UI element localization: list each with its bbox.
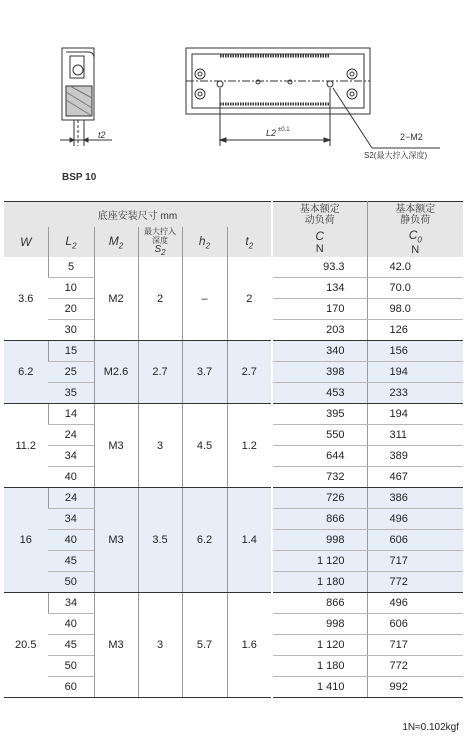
cell-dynamic-load: 1 120 xyxy=(272,551,367,572)
table-row xyxy=(4,488,463,509)
table-row xyxy=(4,257,463,278)
cell-s2: 3.5 xyxy=(138,488,182,593)
cell-dynamic-load: 732 xyxy=(272,467,367,488)
cell-l2: 40 xyxy=(48,467,94,488)
cell-dynamic-load: 134 xyxy=(272,278,367,299)
cell-dynamic-load: 170 xyxy=(272,299,367,320)
cell-l2: 34 xyxy=(48,446,94,467)
cell-l2: 34 xyxy=(48,593,94,614)
cell-w: 16 xyxy=(4,488,48,593)
cell-l2: 20 xyxy=(48,299,94,320)
col-c0: $C_0$ N xyxy=(367,227,463,257)
cell-l2: 45 xyxy=(48,635,94,656)
cell-l2: 60 xyxy=(48,677,94,698)
s2-callout: S2(最大拧入深度) xyxy=(364,151,428,160)
cell-dynamic-load: 93.3 xyxy=(272,257,367,278)
col-s2: 最大拧入 深度 $S_2$ xyxy=(138,227,182,257)
technical-drawing xyxy=(0,0,467,200)
cell-dynamic-load: 340 xyxy=(272,341,367,362)
cell-dynamic-load: 550 xyxy=(272,425,367,446)
unit-footnote: 1N≈0.102kgf xyxy=(402,722,459,733)
cell-h2: 3.7 xyxy=(182,341,227,404)
cell-static-load: 992 xyxy=(367,677,463,698)
cell-dynamic-load: 644 xyxy=(272,446,367,467)
cell-s2: 3 xyxy=(138,404,182,488)
cell-t2: 1.6 xyxy=(227,593,272,698)
dynamic-load-header: 基本额定 动负荷 xyxy=(272,202,367,228)
l2-dim-label: L2 xyxy=(266,128,277,138)
cell-l2: 5 xyxy=(48,257,94,278)
m2-callout: 2−M2 xyxy=(400,132,423,142)
cell-dynamic-load: 1 410 xyxy=(272,677,367,698)
col-l2: $L_2$ xyxy=(48,227,94,257)
cell-l2: 40 xyxy=(48,614,94,635)
cell-l2: 34 xyxy=(48,509,94,530)
cell-s2: 2 xyxy=(138,257,182,341)
cell-static-load: 606 xyxy=(367,614,463,635)
cell-static-load: 467 xyxy=(367,467,463,488)
cell-static-load: 98.0 xyxy=(367,299,463,320)
cell-static-load: 389 xyxy=(367,446,463,467)
spec-table-body xyxy=(4,257,463,698)
cell-static-load: 194 xyxy=(367,404,463,425)
cell-dynamic-load: 395 xyxy=(272,404,367,425)
cell-static-load: 233 xyxy=(367,383,463,404)
cell-l2: 50 xyxy=(48,572,94,593)
mounting-dims-header: 底座安装尺寸 mm xyxy=(4,202,272,228)
cell-t2: 2.7 xyxy=(227,341,272,404)
model-label: BSP 10 xyxy=(62,172,97,183)
cell-static-load: 496 xyxy=(367,509,463,530)
cell-static-load: 311 xyxy=(367,425,463,446)
cell-w: 3.6 xyxy=(4,257,48,341)
cell-l2: 45 xyxy=(48,551,94,572)
cell-dynamic-load: 453 xyxy=(272,383,367,404)
cell-m2: M3 xyxy=(94,404,138,488)
cell-h2: 6.2 xyxy=(182,488,227,593)
cell-static-load: 42.0 xyxy=(367,257,463,278)
cell-t2: 1.2 xyxy=(227,404,272,488)
cell-l2: 25 xyxy=(48,362,94,383)
spec-table xyxy=(4,201,463,698)
cell-l2: 14 xyxy=(48,404,94,425)
cell-static-load: 772 xyxy=(367,572,463,593)
cell-t2: 2 xyxy=(227,257,272,341)
cell-dynamic-load: 1 180 xyxy=(272,572,367,593)
static-load-header: 基本额定 静负荷 xyxy=(367,202,463,228)
cell-l2: 40 xyxy=(48,530,94,551)
cell-static-load: 194 xyxy=(367,362,463,383)
cell-l2: 35 xyxy=(48,383,94,404)
cell-w: 20.5 xyxy=(4,593,48,698)
cell-dynamic-load: 398 xyxy=(272,362,367,383)
cell-static-load: 70.0 xyxy=(367,278,463,299)
cell-dynamic-load: 866 xyxy=(272,593,367,614)
cell-l2: 10 xyxy=(48,278,94,299)
col-m2: $M_2$ xyxy=(94,227,138,257)
cell-static-load: 717 xyxy=(367,635,463,656)
cell-l2: 24 xyxy=(48,425,94,446)
cell-m2: M2 xyxy=(94,257,138,341)
cell-static-load: 156 xyxy=(367,341,463,362)
table-row xyxy=(4,593,463,614)
cell-h2: – xyxy=(182,257,227,341)
cell-m2: M3 xyxy=(94,593,138,698)
cell-t2: 1.4 xyxy=(227,488,272,593)
cell-l2: 15 xyxy=(48,341,94,362)
cell-static-load: 717 xyxy=(367,551,463,572)
col-h2: $h_2$ xyxy=(182,227,227,257)
cell-dynamic-load: 1 180 xyxy=(272,656,367,677)
cell-static-load: 606 xyxy=(367,530,463,551)
cell-dynamic-load: 998 xyxy=(272,530,367,551)
t2-dim-label: t2 xyxy=(98,130,106,140)
table-row xyxy=(4,404,463,425)
cell-static-load: 126 xyxy=(367,320,463,341)
cell-m2: M3 xyxy=(94,488,138,593)
cell-static-load: 496 xyxy=(367,593,463,614)
spec-table-wrap xyxy=(4,201,463,698)
cell-w: 6.2 xyxy=(4,341,48,404)
cell-s2: 3 xyxy=(138,593,182,698)
cell-h2: 4.5 xyxy=(182,404,227,488)
cell-static-load: 386 xyxy=(367,488,463,509)
table-row xyxy=(4,341,463,362)
cell-static-load: 772 xyxy=(367,656,463,677)
col-w: W xyxy=(4,227,48,257)
col-t2: $t_2$ xyxy=(227,227,272,257)
cell-h2: 5.7 xyxy=(182,593,227,698)
l2-tolerance: ±0.1 xyxy=(278,127,290,133)
cell-s2: 2.7 xyxy=(138,341,182,404)
cell-dynamic-load: 726 xyxy=(272,488,367,509)
cell-l2: 24 xyxy=(48,488,94,509)
cell-dynamic-load: 203 xyxy=(272,320,367,341)
cell-l2: 50 xyxy=(48,656,94,677)
cell-l2: 30 xyxy=(48,320,94,341)
col-c: C N xyxy=(272,227,367,257)
cell-dynamic-load: 866 xyxy=(272,509,367,530)
cell-m2: M2.6 xyxy=(94,341,138,404)
cell-dynamic-load: 998 xyxy=(272,614,367,635)
cell-dynamic-load: 1 120 xyxy=(272,635,367,656)
cell-w: 11.2 xyxy=(4,404,48,488)
